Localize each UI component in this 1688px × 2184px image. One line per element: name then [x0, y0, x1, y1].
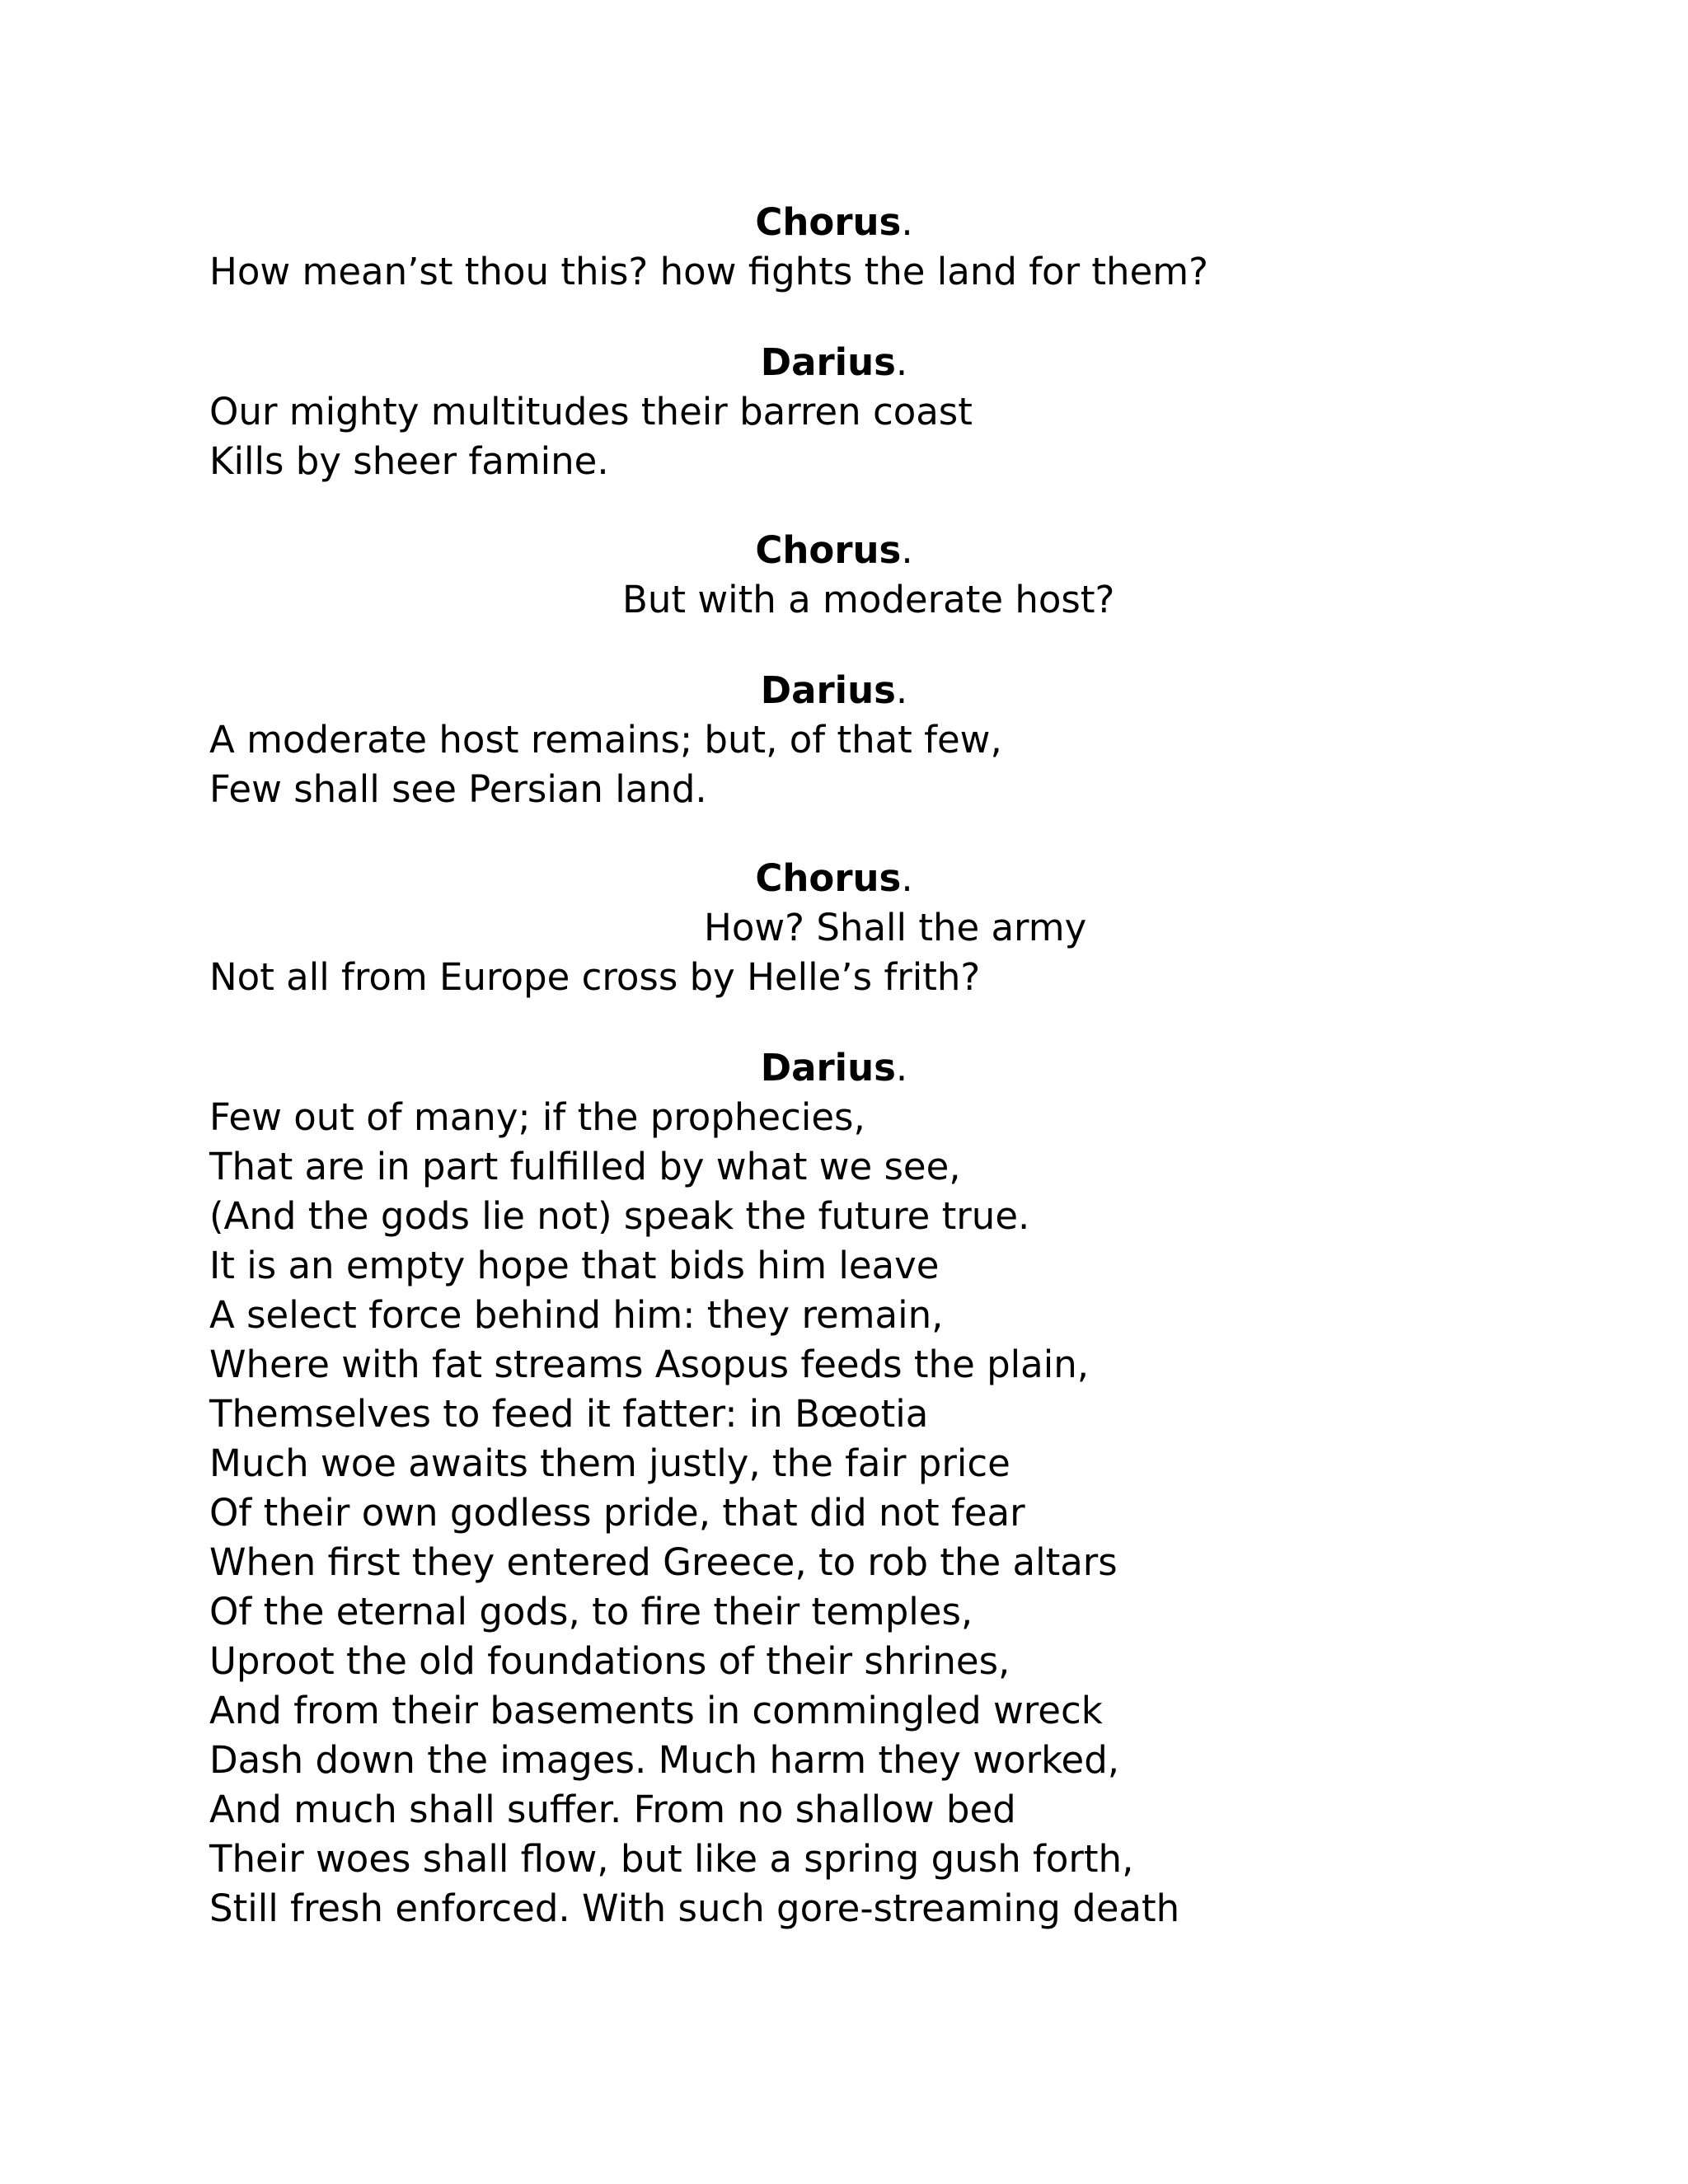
verse-line: That are in part fulfilled by what we see, — [209, 1145, 961, 1188]
speaker-name: Darius. — [760, 1046, 908, 1090]
verse-line: Of the eternal gods, to fire their temples, — [209, 1590, 973, 1633]
verse-line: Their woes shall flow, but like a spring gush forth, — [209, 1837, 1134, 1881]
verse-line: Uproot the old foundations of their shrines, — [209, 1639, 1010, 1683]
speaker-name: Chorus. — [755, 200, 913, 244]
speaker-name: Darius. — [760, 340, 908, 384]
verse-line: Still fresh enforced. With such gore-streaming death — [209, 1886, 1180, 1930]
speaker-name: Chorus. — [755, 528, 913, 572]
speaker-name: Chorus. — [755, 856, 913, 900]
verse-line: Few out of many; if the prophecies, — [209, 1095, 865, 1139]
speaker-name: Darius. — [760, 668, 908, 712]
verse-line: Kills by sheer famine. — [209, 439, 609, 483]
verse-line: A moderate host remains; but, of that few, — [209, 718, 1002, 762]
verse-line: Much woe awaits them justly, the fair price — [209, 1441, 1010, 1485]
verse-line: Dash down the images. Much harm they worked, — [209, 1738, 1120, 1782]
verse-line: It is an empty hope that bids him leave — [209, 1244, 940, 1287]
verse-line: And much shall suffer. From no shallow bed — [209, 1788, 1016, 1831]
verse-line: But with a moderate host? — [622, 578, 1115, 621]
verse-line: (And the gods lie not) speak the future true. — [209, 1194, 1030, 1238]
verse-line: A select force behind him: they remain, — [209, 1293, 944, 1337]
verse-line: Few shall see Persian land. — [209, 767, 707, 811]
verse-line: How mean’st thou this? how fights the land for them? — [209, 250, 1208, 293]
verse-line: How? Shall the army — [704, 906, 1087, 949]
verse-line: Where with fat streams Asopus feeds the plain, — [209, 1343, 1090, 1386]
verse-line: Of their own godless pride, that did not fear — [209, 1491, 1025, 1535]
verse-line: Not all from Europe cross by Helle’s frith? — [209, 955, 981, 999]
verse-line: Themselves to feed it fatter: in Bœotia — [209, 1392, 929, 1436]
verse-line: When first they entered Greece, to rob the altars — [209, 1540, 1118, 1584]
verse-line: Our mighty multitudes their barren coast — [209, 390, 973, 434]
verse-line: And from their basements in commingled wreck — [209, 1689, 1103, 1732]
